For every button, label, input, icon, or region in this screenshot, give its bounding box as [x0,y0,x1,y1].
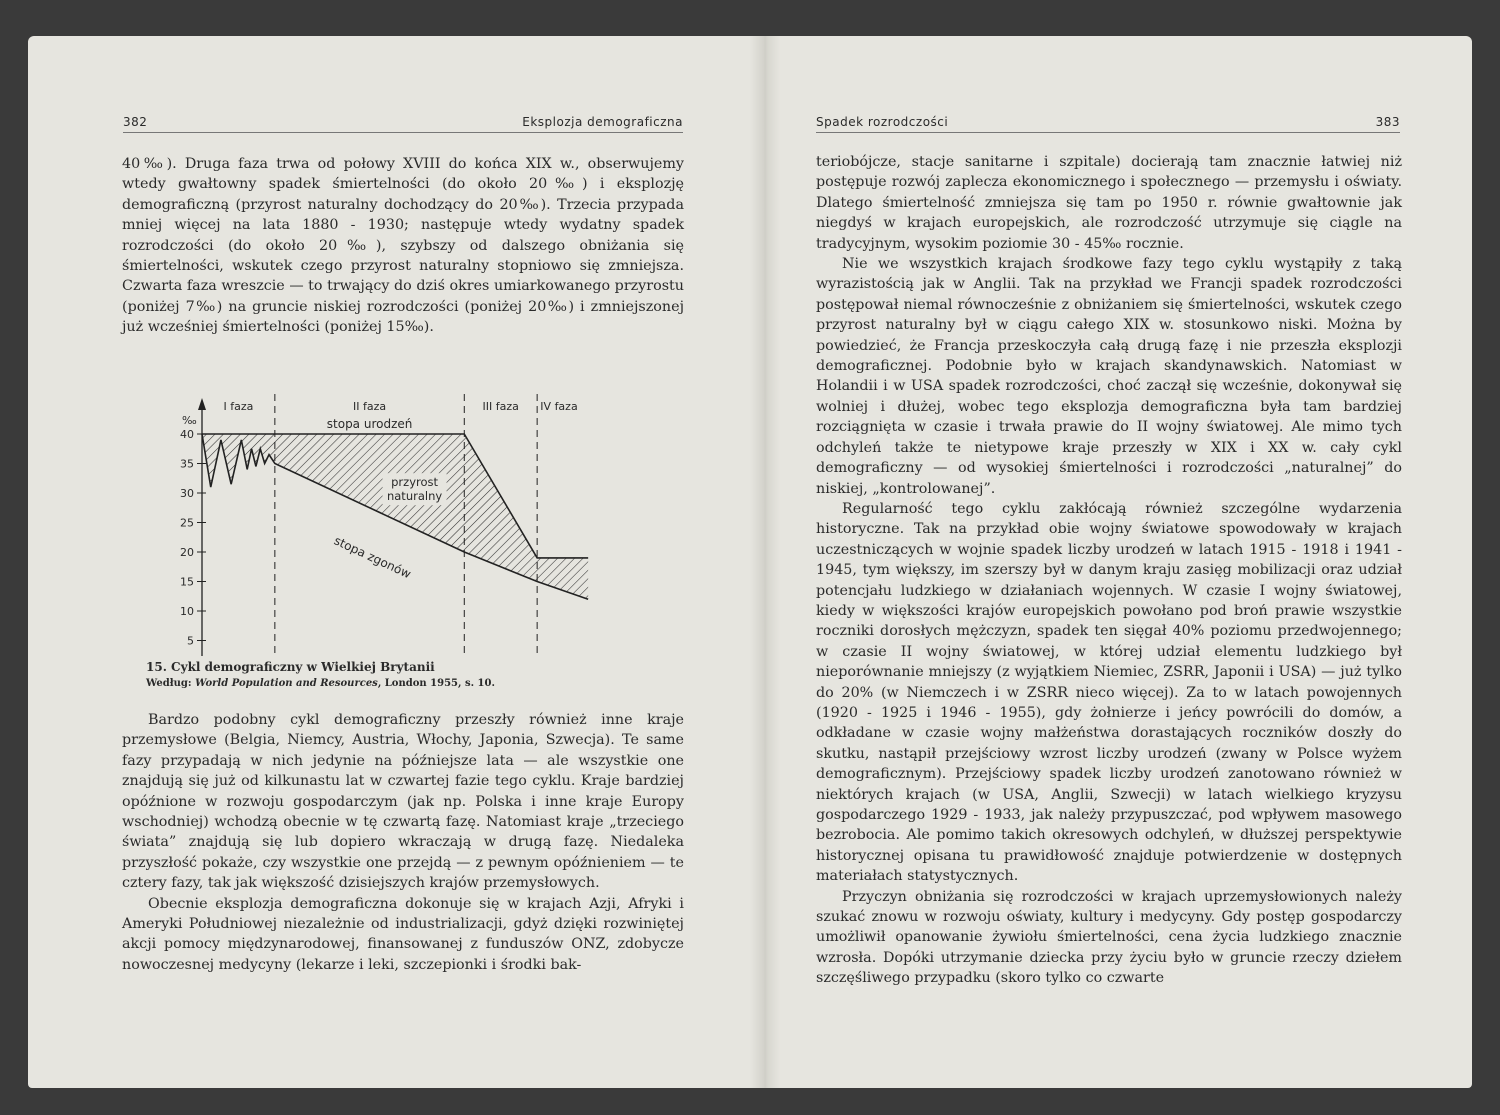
y-tick-label: 35 [180,457,194,471]
caption-source-title: World Population and Resources [195,678,378,689]
book-gutter [750,36,780,1088]
left-page-number: 382 [123,115,148,129]
left-paragraph-3: Obecnie eksplozja demograficzna dokonuje się w krajach Azji, Afryki i Ameryki Południowej niezależnie od industrializacji, gdyż dzięki rozwiniętej akcji pomocy międzynarodowej, finansowanej z funduszów ONZ, zdobycze nowoczesnej medycyny (lekarze i leki, szczepionki i środki bak- [122,895,684,973]
caption-title: 15. Cykl demograficzny w Wielkiej Brytanii [146,660,435,674]
y-tick-label: 15 [180,575,194,589]
left-running-header [123,112,683,133]
natural-increase-label-line2: naturalny [386,489,443,504]
y-axis-unit-label: ‰ [182,414,197,427]
phase-label: III faza [482,400,519,413]
right-paragraph-4: Przyczyn obniżania się rozrodczości w krajach uprzemysłowionych należy szukać znowu w rozwoju oświaty, kultury i medycyny. Gdy postęp gospodarczy umożliwił opanowanie żywiołu śmiertelności, cena życia ludzkiego znacznie wzrosła. Dopóki utrzymanie dziecka przy życiu było w gruncie rzeczy dziełem szczęśliwego przypadku (skoro tylko co czwarte [816,888,1402,987]
left-paragraph-1: 40‰). Druga faza trwa od połowy XVIII do końca XIX w., obserwujemy wtedy gwałtowny spadek śmiertelności (do około 20‰) i eksplozję demograficzną (przyrost naturalny dochodzący do 20‰). Trzecia przypada mniej więcej na lata 1880 - 1930; następuje wtedy wydatny spadek rozrodczości (do około 20‰), szybszy od dalszego obniżania się śmiertelności, wskutek czego przyrost naturalny stopniowo się zmniejsza. Czwarta faza wreszcie — to trwający do dziś okres umiarkowanego przyrostu (poniżej 7‰) na gruncie niskiej rozrodczości (poniżej 20‰) i zmniejszonej już wcześniej śmiertelności (poniżej 15‰). [122,156,684,336]
right-paragraph-3: Regularność tego cyklu zakłócają również szczególne wydarzenia historyczne. Tak na przykład obie wojny światowe spowodowały w krajach uczestniczących w wojnie spadek liczby urodzeń w latach 1915 - 1918 i 1941 - 1945, tym większy, im szerszy był w danym kraju zasięg mobilizacji oraz udział potencjału ludzkiego w działaniach wojennych. W czasie I wojny światowej, kiedy w większości krajów europejskich powołano pod broń prawie wszystkie roczniki dorosłych mężczyzn, spadek ten sięgał 40% poziomu przedwojennego; w czasie II wojny światowej, w której udział elementu ludzkiego był nieporównanie mniejszy (z wyjątkiem Niemiec, ZSRR, Japonii i USA) — już tylko do 20% (w Niemczech i w ZSRR nieco więcej). Za to w latach powojennych (1920 - 1925 i 1946 - 1955), gdy żołnierze i jeńcy powrócili do domów, a odkładane w czasie wojny małżeństwa dorastających roczników doszły do skutku, nastąpił przejściowy wzrost liczby urodzeń (zwany w Polsce wyżem demograficznym). Przejściowy spadek liczby urodzeń zanotowano również w niektórych krajach (w USA, Anglii, Szwecji) w latach wielkiego kryzysu gospodarczego 1929 - 1933, jak należy przypuszczać, pod wpływem masowego bezrobocia. Ale pomimo takich okresowych odchyleń, w dłuższej perspektywie historycznej opisana tu prawidłowość znajduje potwierdzenie w dostępnych materiałach statystycznych. [816,500,1402,885]
left-running-title: Eksplozja demograficzna [522,115,683,129]
y-tick-label: 30 [180,487,194,500]
caption-source-suffix: , London 1955, s. 10. [377,678,495,689]
death-rate-label: stopa zgonów [331,533,414,582]
phase-label: IV faza [540,400,578,413]
phase-label: II faza [353,400,387,413]
right-page-number: 383 [1375,115,1400,129]
phase-label: I faza [223,400,254,413]
y-tick-label: 5 [187,634,194,648]
y-tick-label: 25 [180,516,194,530]
right-paragraph-1: teriobójcze, stacje sanitarne i szpitale) docierają tam znacznie łatwiej niż postępuje rozwój zaplecza ekonomicznego i społecznego — przemysłu i oświaty. Dlatego śmiertelność zmniejsza się tam po 1950 r. równie gwałtownie jak niegdyś w krajach europejskich, ale rozrodczość utrzymuje się ciągle na tradycyjnym, wysokim poziomie 30 - 45‰ rocznie. [816,154,1402,252]
book-spread [28,36,1472,1088]
left-page [28,36,750,1088]
caption-source [146,678,686,689]
right-running-header [816,112,1400,133]
left-text-bottom [122,710,684,975]
right-page [780,36,1472,1088]
demographic-cycle-figure [140,356,630,656]
right-running-title: Spadek rozrodczości [816,115,949,129]
caption-source-prefix: Według: [146,678,196,689]
natural-increase-label-line1: przyrost [391,475,439,490]
left-text-top [122,154,684,338]
left-paragraph-2: Bardzo podobny cykl demograficzny przeszły również inne kraje przemysłowe (Belgia, Niemcy, Austria, Włochy, Japonia, Szwecja). Te same fazy przypadają w nich jedynie na późniejsze lata — ale wszystkie one znajdują się już od kilkunastu lat w czwartej fazie tego cyklu. Kraje bardziej opóźnione w rozwoju gospodarczym (jak np. Polska i inne kraje Europy wschodniej) wchodzą obecnie w tę czwartą fazę. Natomiast kraje „trzeciego świata” znajdują się lub dopiero wkraczają w drugą fazę. Niedaleka przyszłość pokaże, czy wszystkie one przejdą — z pewnym opóźnieniem — te cztery fazy, tak jak większość dzisiejszych krajów przemysłowych. [122,712,684,892]
y-tick-label: 20 [180,546,194,559]
demographic-cycle-chart [140,356,630,656]
right-text [816,152,1402,989]
birth-rate-label: stopa urodzeń [326,417,413,431]
y-axis-arrowhead [198,398,206,410]
right-paragraph-2: Nie we wszystkich krajach środkowe fazy tego cyklu wystąpiły z taką wyrazistością jak w Anglii. Tak na przykład we Francji spadek rozrodczości postępował niemal równocześnie z obniżaniem się śmiertelności, wskutek czego przyrost naturalny był w ciągu całego XIX w. stosunkowo niski. Można by powiedzieć, że Francja przeskoczyła całą drugą fazę i nie przeszła eksplozji demograficznej. Podobnie było w krajach skandynawskich. Natomiast w Holandii i w USA spadek rozrodczości, choć zaczął się wcześnie, dokonywał się wolniej i dłużej, wobec tego eksplozja demograficzna była tam bardziej rozciągnięta w czasie i trwała prawie do II wojny światowej. Ale mimo tych odchyleń także te nietypowe kraje przeszły w XIX i XX w. cały cykl demograficzny — od wysokiej śmiertelności i rozrodczości „naturalnej” do niskiej, „kontrolowanej”. [816,256,1402,497]
y-tick-label: 10 [180,605,194,618]
figure-caption [146,660,686,689]
y-tick-label: 40 [180,428,194,441]
